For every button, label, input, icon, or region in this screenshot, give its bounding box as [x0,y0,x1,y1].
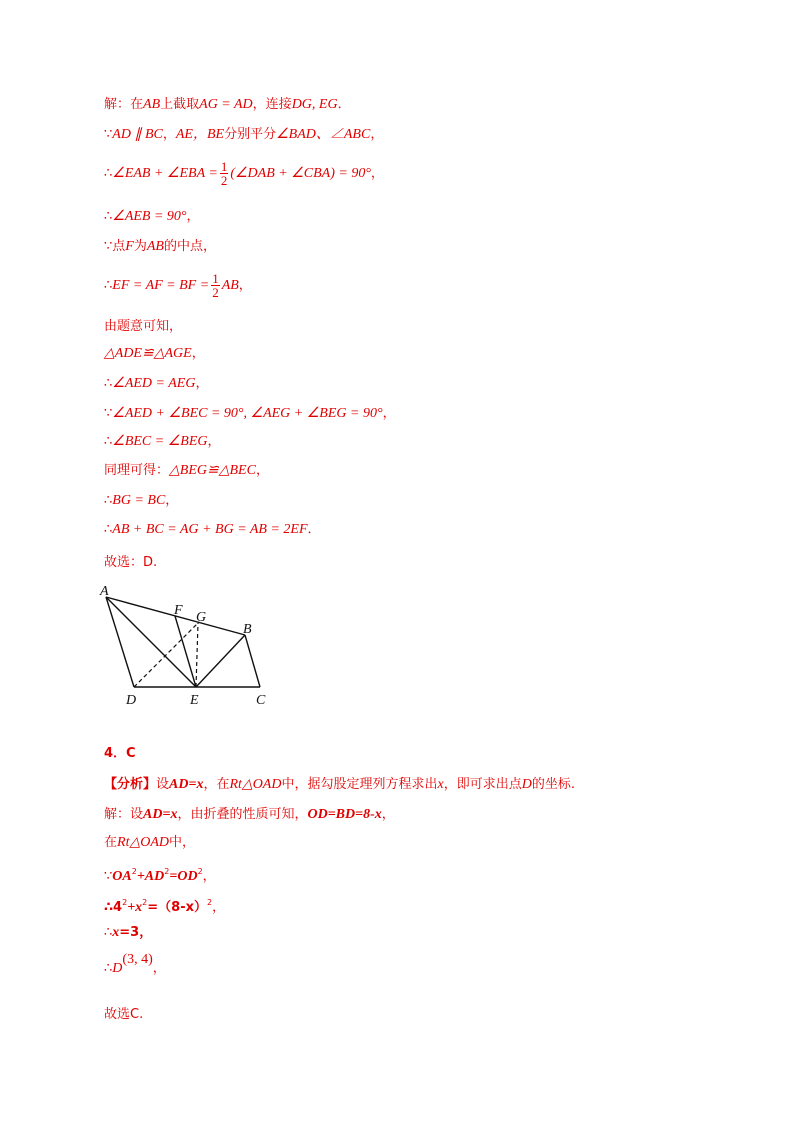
line-7: 由题意可知， [104,319,183,334]
line-15: 故选：D. [104,555,158,570]
label-f: F [174,603,183,618]
line-14: ∴AB + BC = AG + BG = AB = 2EF． [104,522,321,537]
label-c: C [256,693,266,708]
line-3: ∴∠EAB + ∠EBA = $\frac{1}{2}$ (∠DAB + ∠CBA) = 90°， [104,159,384,188]
line-13: ∴BG = BC， [104,493,179,508]
q4-title: 4．C [104,746,136,761]
line-2: ∵AD ∥ BC，AE，BE分别平分∠BAD、∠ABC， [104,127,384,142]
q4-analysis: 【分析】设AD=x，在Rt△OAD中，据勾股定理列方程求出x，即可求出点D的坐标. [104,777,575,792]
line-9: ∴∠AED = AEG， [104,376,209,391]
q4-solution-7: 故选C. [104,1007,144,1022]
line-12: 同理可得：△BEG≌△BEC， [104,463,269,478]
q4-solution-3: $\because OA^2+AD^2=OD^2$， [104,867,216,884]
segment-bc [245,635,260,687]
line-6: ∴EF = AF = BF = $\frac{1}{2}$ AB， [104,271,252,300]
line-1: 解：在AB上截取AG = AD，连接DG, EG． [104,97,351,112]
q4-solution-6: ∴D(3, 4)， [104,952,166,976]
label-a: A [100,584,109,599]
segment-eg [196,623,198,687]
label-b: B [243,622,252,637]
label-e: E [190,693,199,708]
fraction-half: $\frac{1}{2}$ [212,271,219,300]
line-10: ∵∠AED + ∠BEC = 90°, ∠AEG + ∠BEG = 90°， [104,406,396,421]
line-8: △ADE≌△AGE， [104,346,205,361]
label-g: G [196,610,207,625]
geometry-figure [90,578,290,710]
q4-solution-5: ∴x=3， [104,925,153,940]
q4-solution-2: 在Rt△OAD中， [104,835,196,850]
segment-dg [134,623,198,687]
fraction-half: $\frac{1}{2}$ [220,159,228,188]
q4-solution-1: 解：设AD=x，由折叠的性质可知，OD=BD=8-x， [104,807,395,822]
line-11: ∴∠BEC = ∠BEG， [104,434,221,449]
segment-be [196,635,245,687]
label-d: D [126,693,137,708]
line-5: ∵点F为AB的中点， [104,239,216,254]
line-4: ∴∠AEB = 90°， [104,209,200,224]
q4-solution-4: $\therefore 4^2+x^2=(8-x)^2$， [104,898,226,915]
